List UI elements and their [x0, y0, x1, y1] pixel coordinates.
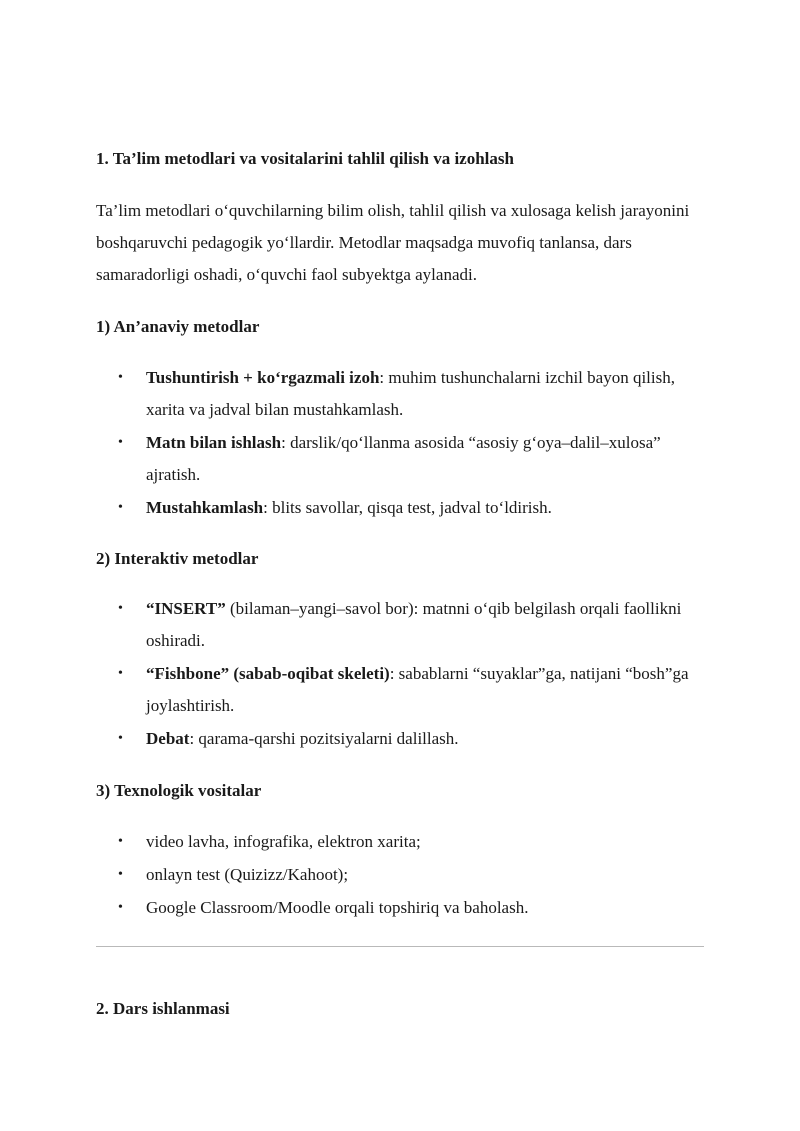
item-description: : muhim tushunchalarni izchil bayon qilish, xarita va jadval bilan mustahkamlash. [146, 368, 675, 419]
item-description: : qarama-qarshi pozitsiyalarni dalillash. [189, 729, 459, 748]
item-term: “Fishbone” (sabab-oqibat skeleti) [146, 664, 390, 683]
item-description: : sabablarni “suyaklar”ga, natijani “bosh”ga joylashtirish. [146, 664, 689, 715]
item-description: : darslik/qo‘llanma asosida “asosiy g‘oya–dalil–xulosa” ajratish. [146, 433, 661, 484]
list-item [96, 723, 704, 755]
list-item [96, 826, 704, 858]
item-term: Matn bilan ishlash [146, 433, 282, 452]
item-description: Google Classroom/Moodle orqali topshiriq va baholash. [146, 898, 529, 917]
section-divider [96, 946, 704, 947]
list-item [96, 658, 704, 722]
bullet-icon: • [118, 500, 123, 515]
section-2-title: 2. Dars ishlanmasi [96, 999, 230, 1018]
item-term: “INSERT” [146, 599, 226, 618]
bullet-icon: • [118, 900, 123, 915]
item-term: Tushuntirish + ko‘rgazmali izoh [146, 368, 380, 387]
traditional-methods-list [96, 362, 704, 525]
technology-tools-list [96, 826, 704, 925]
bullet-icon: • [118, 666, 123, 681]
technology-tools-title: 3) Texnologik vositalar [96, 781, 262, 800]
item-description: (bilaman–yangi–savol bor): matnni o‘qib belgilash orqali faollikni oshiradi. [146, 599, 682, 650]
bullet-icon: • [118, 435, 123, 450]
traditional-methods-title: 1) An’anaviy metodlar [96, 317, 260, 336]
section-1-intro: Ta’lim metodlari o‘quvchilarning bilim olish, tahlil qilish va xulosaga kelish jarayonini boshqaruvchi pedagogik yo‘llardir. Metodlar maqsadga muvofiq tanlansa, dars samaradorligi oshadi, o‘quvchi faol subyektga aylanadi. [96, 201, 690, 284]
bullet-icon: • [118, 370, 123, 385]
interactive-methods-list [96, 593, 704, 756]
item-description: video lavha, infografika, elektron xarita; [146, 832, 421, 851]
interactive-methods-title: 2) Interaktiv metodlar [96, 549, 259, 568]
bullet-icon: • [118, 834, 123, 849]
list-item [96, 892, 704, 924]
bullet-icon: • [118, 731, 123, 746]
list-item [96, 859, 704, 891]
list-item [96, 492, 704, 524]
list-item [96, 593, 704, 657]
item-description: onlayn test (Quizizz/Kahoot); [146, 865, 349, 884]
section-1-title: 1. Ta’lim metodlari va vositalarini tahlil qilish va izohlash [96, 149, 514, 168]
item-description: : blits savollar, qisqa test, jadval to‘ldirish. [263, 498, 552, 517]
item-term: Debat [146, 729, 190, 748]
list-item [96, 427, 704, 491]
bullet-icon: • [118, 867, 123, 882]
list-item [96, 362, 704, 426]
item-term: Mustahkamlash [146, 498, 264, 517]
bullet-icon: • [118, 601, 123, 616]
